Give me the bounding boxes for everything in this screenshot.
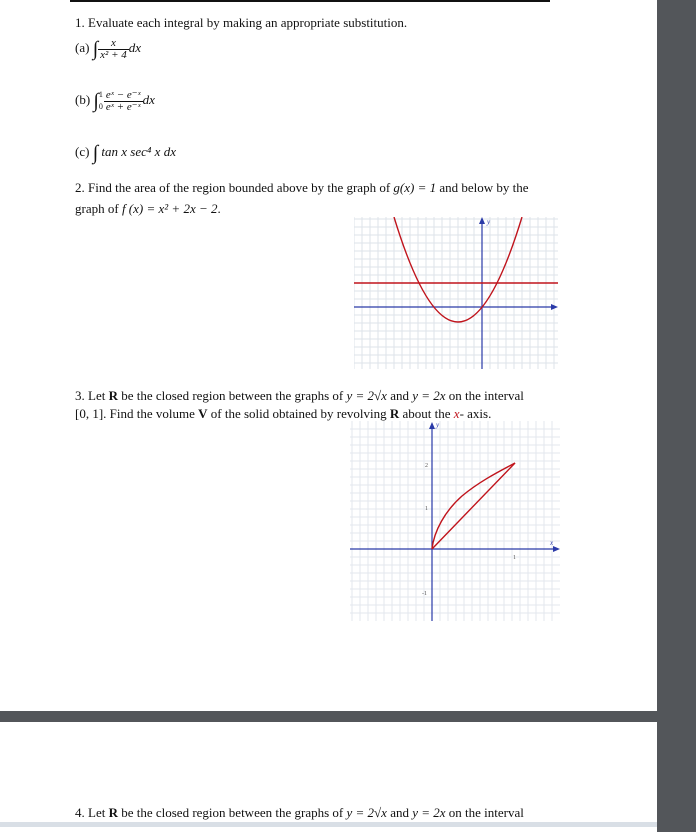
upper-limit: 1 <box>98 90 103 100</box>
text: about the <box>402 406 451 421</box>
numerator: eˣ − e⁻ˣ <box>105 88 141 101</box>
text: 2. Find the area of the region bounded above by the graph of <box>75 180 391 195</box>
text: and <box>390 805 409 820</box>
differential: dx <box>142 92 155 107</box>
text: and <box>390 388 409 403</box>
lower-limit: 0 <box>98 102 103 112</box>
line-y-2x <box>432 463 515 549</box>
equation-g: g(x) = 1 <box>393 180 437 195</box>
problem-2-line-2 <box>75 201 221 217</box>
grid <box>350 421 560 621</box>
text: 3. Let <box>75 388 106 403</box>
problem-1a <box>75 35 141 61</box>
text: - axis. <box>459 406 492 421</box>
region-r: R <box>108 805 118 820</box>
equation-2: y = 2x <box>412 805 446 820</box>
y-axis-arrow <box>429 422 435 429</box>
denominator: eˣ + e⁻ˣ <box>105 100 141 113</box>
text: on the interval <box>448 388 524 403</box>
problem-1a-label: (a) <box>75 40 90 55</box>
x-axis-label: x <box>550 539 554 547</box>
text: graph of <box>75 201 119 216</box>
tick-x-1: 1 <box>513 555 516 561</box>
problem-3-line-1 <box>75 388 524 404</box>
document-page-2 <box>0 722 657 832</box>
region-r: R <box>389 406 400 421</box>
volume-v: V <box>198 406 208 421</box>
top-rule <box>70 0 550 2</box>
equation-f: f (x) = x² + 2x − 2 <box>121 201 218 216</box>
differential: dx <box>128 40 142 55</box>
integrand: tan x sec⁴ x dx <box>101 144 176 159</box>
region-r: R <box>108 388 118 403</box>
problem-2-line-1 <box>75 180 529 196</box>
equation-2: y = 2x <box>412 388 446 403</box>
y-axis-arrow <box>479 217 485 224</box>
text: of the solid obtained by revolving <box>210 406 387 421</box>
problem-1b-label: (b) <box>75 92 91 107</box>
problem-4-line-1 <box>75 805 524 821</box>
integral-sign: ∫ <box>93 90 99 113</box>
problem-1c <box>75 141 176 163</box>
y-axis-label: y <box>436 421 440 429</box>
grid <box>354 217 558 369</box>
numerator: x <box>98 38 129 50</box>
tick-y-2: 2 <box>425 463 428 469</box>
y-axis-label: y <box>487 218 491 226</box>
integral-sign: ∫ <box>92 142 99 165</box>
fraction <box>98 38 129 61</box>
text: . <box>217 201 221 216</box>
text: 4. Let <box>75 805 106 820</box>
text: on the interval <box>448 805 524 820</box>
equation-1: y = 2√x <box>346 805 387 820</box>
problem-1-heading: 1. Evaluate each integral by making an appropriate substitution. <box>75 15 408 30</box>
x-axis-word: x <box>453 406 460 421</box>
x-axis-arrow <box>553 546 560 552</box>
tick-y-1: 1 <box>425 506 428 512</box>
text: and below by the <box>439 180 529 195</box>
text: [0, 1]. Find the volume <box>75 406 195 421</box>
horizontal-scrollbar[interactable] <box>0 822 657 827</box>
problem-3-line-2 <box>75 406 491 422</box>
text: be the closed region between the graphs of <box>121 805 344 820</box>
integral-limits <box>99 89 103 113</box>
fraction <box>104 90 143 113</box>
equation-1: y = 2√x <box>346 388 387 403</box>
tick-y-minus-1: -1 <box>422 591 427 597</box>
denominator: x² + 4 <box>100 48 127 61</box>
problem-1c-label: (c) <box>75 144 90 159</box>
graph-problem-3 <box>350 421 560 621</box>
integral-sign: ∫ <box>92 38 99 61</box>
problem-1b <box>75 86 155 114</box>
text: be the closed region between the graphs of <box>121 388 344 403</box>
graph-problem-2 <box>354 217 558 369</box>
